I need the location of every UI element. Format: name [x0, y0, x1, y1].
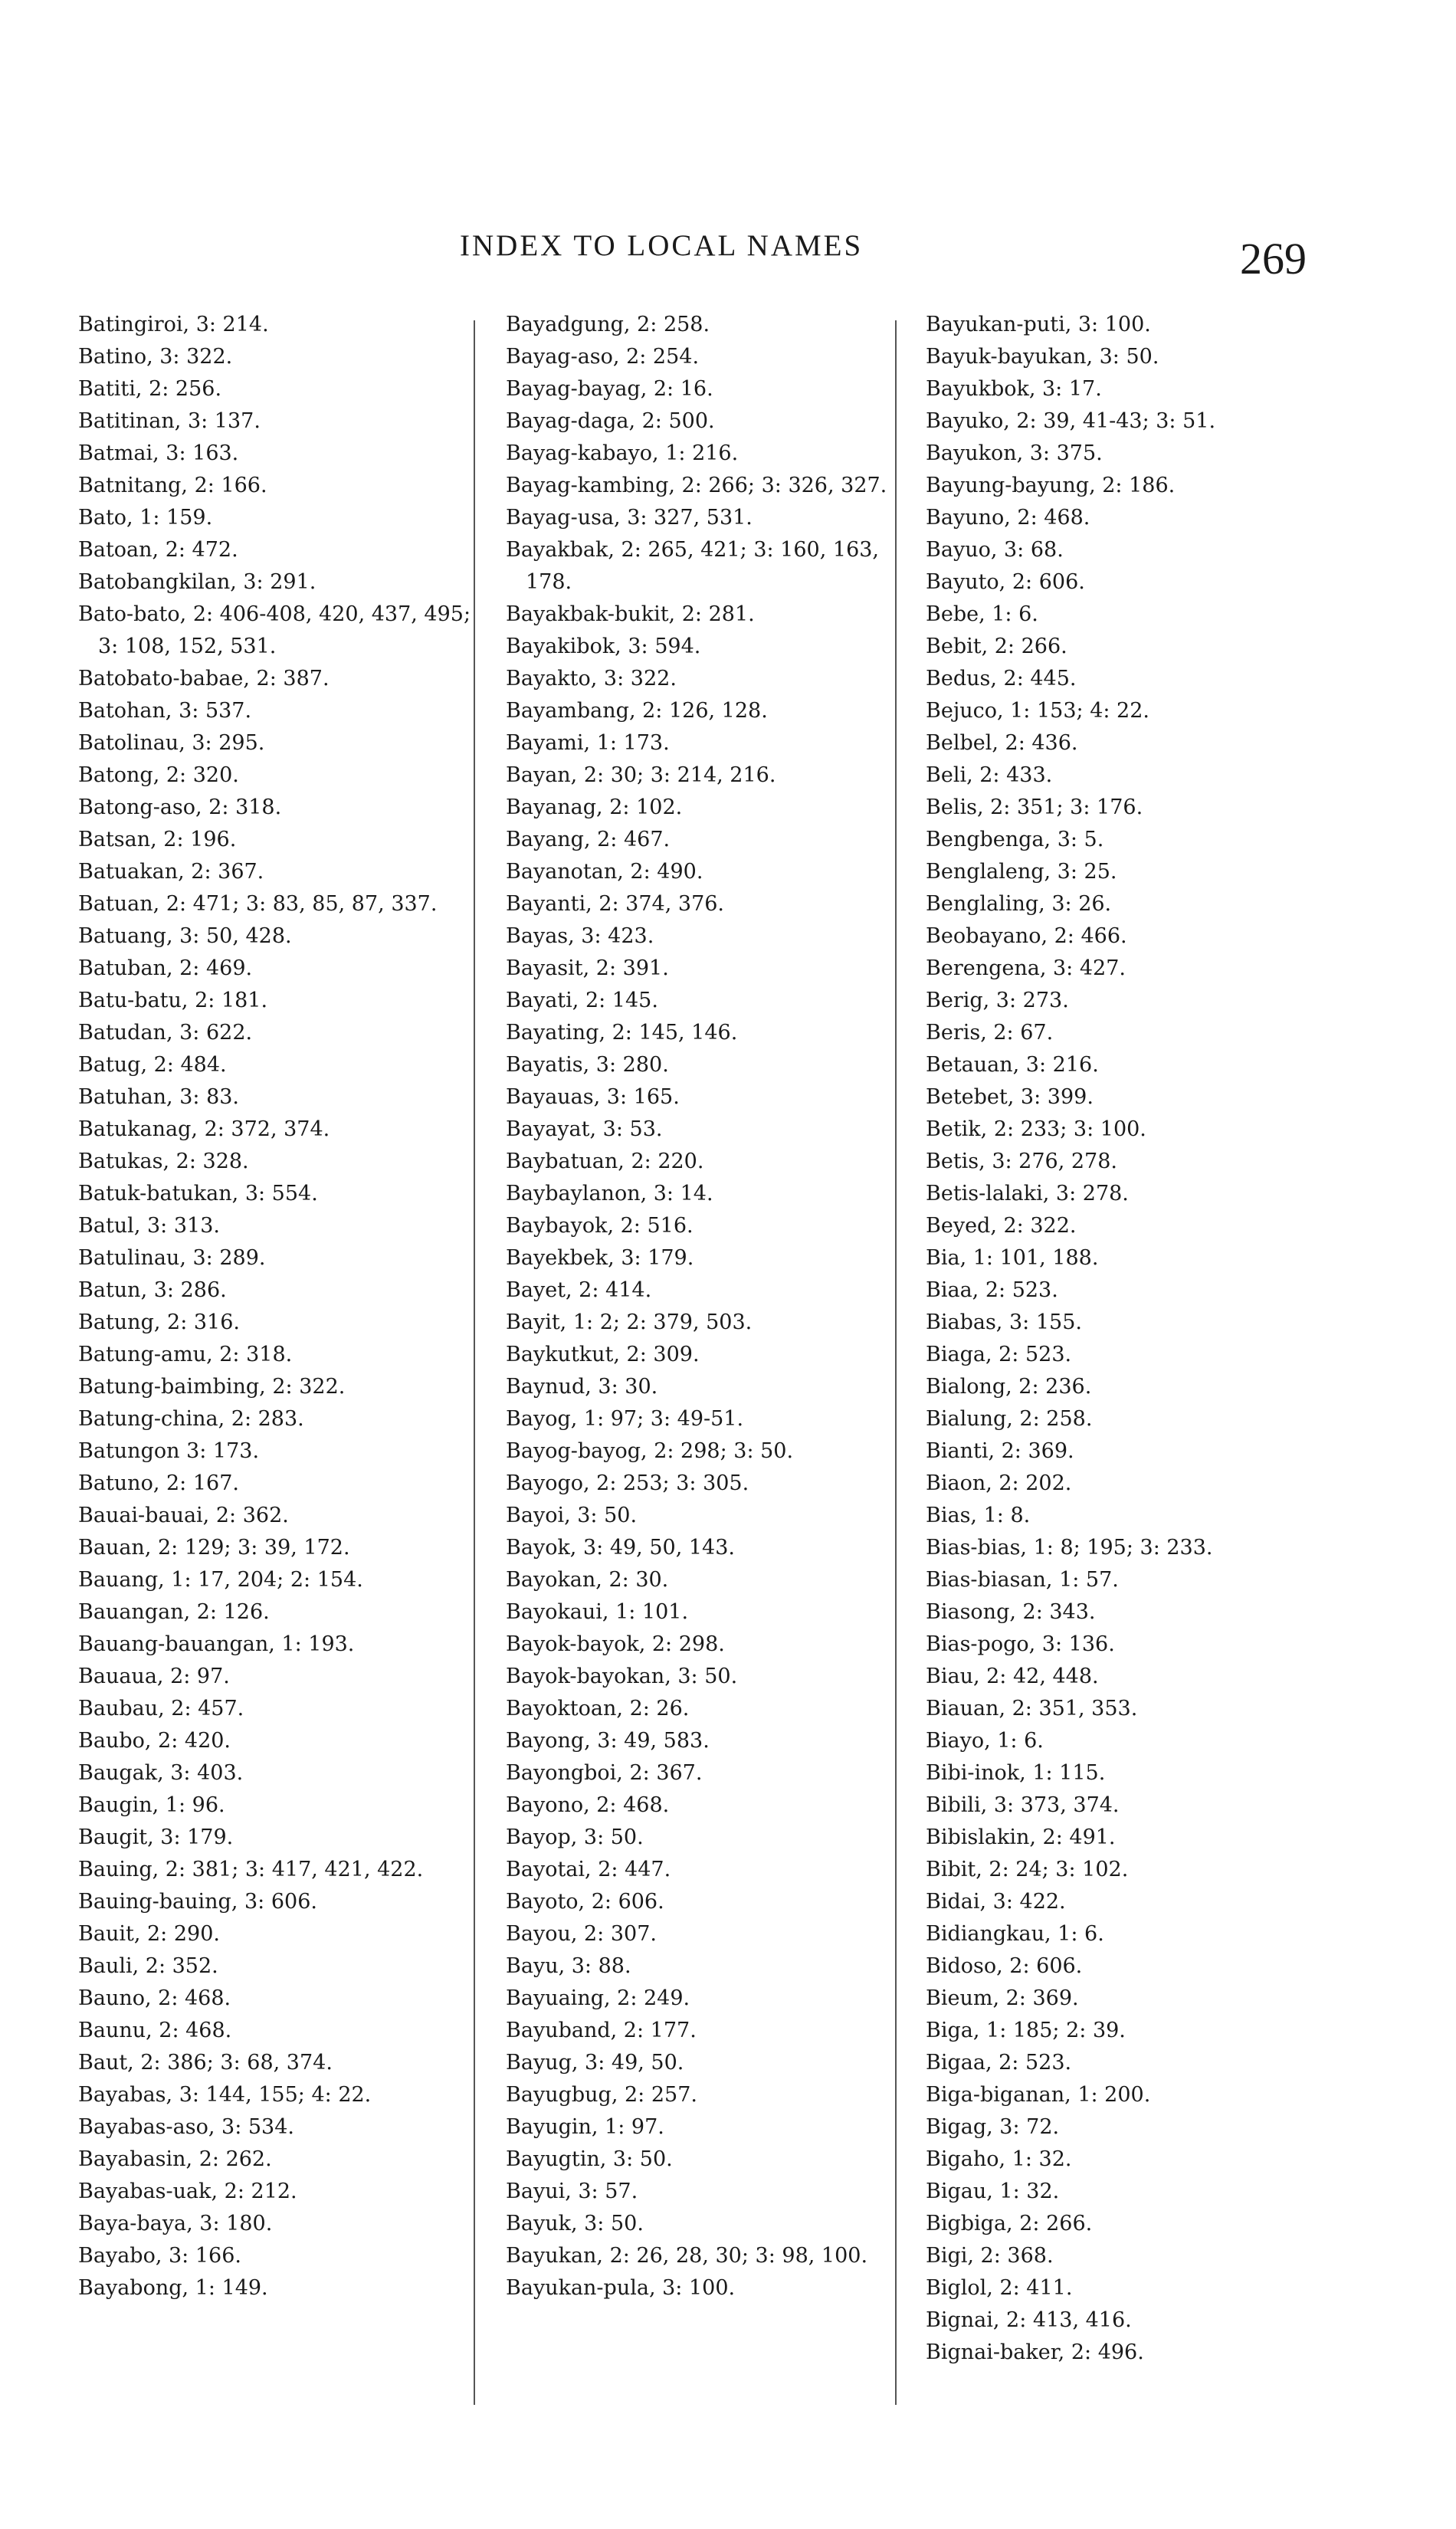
index-entry: Batuakan, 2: 367.	[78, 860, 264, 884]
index-entry: Batukanag, 2: 372, 374.	[78, 1117, 330, 1141]
index-entry: Batulinau, 3: 289.	[78, 1246, 266, 1270]
index-entry: Bedus, 2: 445.	[926, 667, 1077, 690]
index-entry: Baya-baya, 3: 180.	[78, 2212, 273, 2235]
index-entry: Bias, 1: 8.	[926, 1504, 1031, 1527]
index-entry: Bayu, 3: 88.	[506, 1954, 631, 1978]
index-entry: Bayakto, 3: 322.	[506, 667, 677, 690]
index-entry: Bias-bias, 1: 8; 195; 3: 233.	[926, 1536, 1213, 1560]
index-entry: Bauan, 2: 129; 3: 39, 172.	[78, 1536, 350, 1560]
index-entry: Bayoi, 3: 50.	[506, 1504, 638, 1527]
index-entry: Bayukan-pula, 3: 100.	[506, 2276, 736, 2300]
index-entry: Bayuk, 3: 50.	[506, 2212, 644, 2235]
index-entry: Bialong, 2: 236.	[926, 1375, 1092, 1399]
index-entry: Bigbiga, 2: 266.	[926, 2212, 1093, 2235]
index-entry: Bayuno, 2: 468.	[926, 506, 1090, 530]
index-entry: Bauang-bauangan, 1: 193.	[78, 1632, 355, 1656]
index-entry: Bibislakin, 2: 491.	[926, 1825, 1116, 1849]
index-entry: Bauaua, 2: 97.	[78, 1665, 230, 1688]
index-entry: Bayug, 3: 49, 50.	[506, 2051, 684, 2075]
index-entry: Bayuo, 3: 68.	[926, 538, 1064, 562]
index-entry: Batukas, 2: 328.	[78, 1150, 249, 1173]
index-entry: Bayok-bayokan, 3: 50.	[506, 1665, 738, 1688]
index-entry: Bayauas, 3: 165.	[506, 1085, 680, 1109]
index-entry: Batiti, 2: 256.	[78, 377, 222, 401]
index-entry: Bieum, 2: 369.	[926, 1986, 1079, 2010]
index-entry: Bianti, 2: 369.	[926, 1439, 1074, 1463]
index-entry: Bayating, 2: 145, 146.	[506, 1021, 738, 1045]
index-entry: Benglaling, 3: 26.	[926, 892, 1112, 916]
index-entry: Bayabas, 3: 144, 155; 4: 22.	[78, 2083, 372, 2107]
index-entry: Bayongboi, 2: 367.	[506, 1761, 703, 1785]
index-entry: Biabas, 3: 155.	[926, 1310, 1082, 1334]
index-entry: Baynud, 3: 30.	[506, 1375, 658, 1399]
index-entry: Bauangan, 2: 126.	[78, 1600, 270, 1624]
index-entry: Bayukbok, 3: 17.	[926, 377, 1102, 401]
index-entry: Bayabas-aso, 3: 534.	[78, 2115, 294, 2139]
index-entry: Bebit, 2: 266.	[926, 635, 1067, 658]
index-entry: Bayit, 1: 2; 2: 379, 503.	[506, 1310, 753, 1334]
index-entry: Bebe, 1: 6.	[926, 602, 1038, 626]
index-entry: Batitinan, 3: 137.	[78, 409, 261, 433]
index-entry: Bayambang, 2: 126, 128.	[506, 699, 768, 723]
index-entry: Bayanti, 2: 374, 376.	[506, 892, 725, 916]
index-entry: Bayou, 2: 307.	[506, 1922, 657, 1946]
index-entry: Batoan, 2: 472.	[78, 538, 238, 562]
index-entry: Bayukan-puti, 3: 100.	[926, 313, 1151, 336]
index-entry: Bigaho, 1: 32.	[926, 2147, 1072, 2171]
index-entry: Batungon 3: 173.	[78, 1439, 260, 1463]
index-entry: Bayakibok, 3: 594.	[506, 635, 701, 658]
index-entry: Berengena, 3: 427.	[926, 956, 1126, 980]
index-entry: Bignai, 2: 413, 416.	[926, 2308, 1132, 2332]
index-entry: Berig, 3: 273.	[926, 989, 1069, 1012]
index-entry: Bayugbug, 2: 257.	[506, 2083, 697, 2107]
index-entry: Biga, 1: 185; 2: 39.	[926, 2019, 1126, 2042]
index-entry: Batobato-babae, 2: 387.	[78, 667, 330, 690]
running-head: INDEX TO LOCAL NAMES	[460, 229, 864, 262]
index-entry: Bibili, 3: 373, 374.	[926, 1793, 1120, 1817]
index-entry: Beobayano, 2: 466.	[926, 924, 1127, 948]
index-entry: Baut, 2: 386; 3: 68, 374.	[78, 2051, 333, 2075]
index-entry: Batuno, 2: 167.	[78, 1471, 239, 1495]
index-entry: Bignai-baker, 2: 496.	[926, 2340, 1144, 2364]
index-entry: Bayoto, 2: 606.	[506, 1890, 664, 1914]
index-entry: Bayono, 2: 468.	[506, 1793, 670, 1817]
index-entry: Biglol, 2: 411.	[926, 2276, 1073, 2300]
index-entry: Bayok, 3: 49, 50, 143.	[506, 1536, 735, 1560]
index-entry: Bayayat, 3: 53.	[506, 1117, 663, 1141]
index-entry: Baubo, 2: 420.	[78, 1729, 231, 1753]
index-entry: Betis-lalaki, 3: 278.	[926, 1182, 1129, 1205]
index-entry: Batun, 3: 286.	[78, 1278, 227, 1302]
index-entry: Belis, 2: 351; 3: 176.	[926, 795, 1143, 819]
index-entry: Bayadgung, 2: 258.	[506, 313, 710, 336]
index-entry: Bayong, 3: 49, 583.	[506, 1729, 710, 1753]
index-entry: Bayabasin, 2: 262.	[78, 2147, 272, 2171]
index-entry: Bayuband, 2: 177.	[506, 2019, 697, 2042]
index-entry: Betauan, 3: 216.	[926, 1053, 1099, 1077]
index-entry: Bayok-bayok, 2: 298.	[506, 1632, 725, 1656]
index-entry: Bayet, 2: 414.	[506, 1278, 652, 1302]
index-entry: Bidai, 3: 422.	[926, 1890, 1066, 1914]
index-column-2	[506, 309, 920, 2304]
index-entry: Batobangkilan, 3: 291.	[78, 570, 316, 594]
index-entry: Bauno, 2: 468.	[78, 1986, 231, 2010]
index-entry: Bayag-kabayo, 1: 216.	[506, 441, 739, 465]
index-entry: Bayan, 2: 30; 3: 214, 216.	[506, 763, 776, 787]
index-entry: Batohan, 3: 537.	[78, 699, 252, 723]
index-entry: Batuhan, 3: 83.	[78, 1085, 240, 1109]
index-entry: Bauai-bauai, 2: 362.	[78, 1504, 289, 1527]
index-entry: Bayabong, 1: 149.	[78, 2276, 268, 2300]
index-column-3	[926, 309, 1340, 2369]
index-entry: Bauing, 2: 381; 3: 417, 421, 422.	[78, 1858, 424, 1881]
page-number: 269	[1240, 234, 1307, 284]
index-entry: Batuan, 2: 471; 3: 83, 85, 87, 337.	[78, 892, 438, 916]
index-entry: Bayokaui, 1: 101.	[506, 1600, 689, 1624]
index-entry: Bidiangkau, 1: 6.	[926, 1922, 1104, 1946]
index-entry: Batingiroi, 3: 214.	[78, 313, 269, 336]
index-entry: Bayasit, 2: 391.	[506, 956, 669, 980]
index-entry: Bayekbek, 3: 179.	[506, 1246, 694, 1270]
index-entry: Bayakbak-bukit, 2: 281.	[506, 602, 755, 626]
index-entry: Bayag-usa, 3: 327, 531.	[506, 506, 753, 530]
index-entry: Bayugin, 1: 97.	[506, 2115, 664, 2139]
index-entry: Batong, 2: 320.	[78, 763, 239, 787]
index-entry: Batolinau, 3: 295.	[78, 731, 265, 755]
index-entry: Biasong, 2: 343.	[926, 1600, 1096, 1624]
index-entry: Beris, 2: 67.	[926, 1021, 1054, 1045]
index-entry: Baybaylanon, 3: 14.	[506, 1182, 713, 1205]
index-entry: Bato-bato, 2: 406-408, 420, 437, 495; 3: 108, 152, 531.	[78, 602, 471, 658]
index-entry: Bayatis, 3: 280.	[506, 1053, 669, 1077]
index-entry: Bauli, 2: 352.	[78, 1954, 218, 1978]
index-entry: Baykutkut, 2: 309.	[506, 1343, 700, 1366]
index-entry: Bidoso, 2: 606.	[926, 1954, 1083, 1978]
index-entry: Batung, 2: 316.	[78, 1310, 240, 1334]
index-entry: Bayag-kambing, 2: 266; 3: 326, 327.	[506, 474, 887, 497]
index-entry: Bigag, 3: 72.	[926, 2115, 1060, 2139]
index-entry: Batul, 3: 313.	[78, 1214, 220, 1238]
index-entry: Biaga, 2: 523.	[926, 1343, 1072, 1366]
index-entry: Bias-biasan, 1: 57.	[926, 1568, 1119, 1592]
index-entry: Bayung-bayung, 2: 186.	[926, 474, 1176, 497]
index-entry: Biayo, 1: 6.	[926, 1729, 1044, 1753]
index-entry: Bayugtin, 3: 50.	[506, 2147, 673, 2171]
index-entry: Batuban, 2: 469.	[78, 956, 253, 980]
index-entry: Bauing-bauing, 3: 606.	[78, 1890, 317, 1914]
index-entry: Batug, 2: 484.	[78, 1053, 227, 1077]
index-entry: Bejuco, 1: 153; 4: 22.	[926, 699, 1149, 723]
index-entry: Batnitang, 2: 166.	[78, 474, 267, 497]
index-entry: Biau, 2: 42, 448.	[926, 1665, 1099, 1688]
index-entry: Bato, 1: 159.	[78, 506, 213, 530]
index-entry: Bayanag, 2: 102.	[506, 795, 683, 819]
index-entry: Batu-batu, 2: 181.	[78, 989, 268, 1012]
index-entry: Baybatuan, 2: 220.	[506, 1150, 704, 1173]
index-entry: Bayukan, 2: 26, 28, 30; 3: 98, 100.	[506, 2244, 868, 2268]
index-entry: Batino, 3: 322.	[78, 345, 233, 369]
index-entry: Batudan, 3: 622.	[78, 1021, 253, 1045]
index-entry: Bauit, 2: 290.	[78, 1922, 220, 1946]
index-entry: Betis, 3: 276, 278.	[926, 1150, 1118, 1173]
index-entry: Baunu, 2: 468.	[78, 2019, 232, 2042]
index-entry: Baubau, 2: 457.	[78, 1697, 244, 1720]
index-entry: Biauan, 2: 351, 353.	[926, 1697, 1138, 1720]
index-entry: Baugak, 3: 403.	[78, 1761, 244, 1785]
index-entry: Bibi-inok, 1: 115.	[926, 1761, 1106, 1785]
index-entry: Biaon, 2: 202.	[926, 1471, 1072, 1495]
index-entry: Bia, 1: 101, 188.	[926, 1246, 1099, 1270]
index-entry: Baugin, 1: 96.	[78, 1793, 225, 1817]
index-entry: Betebet, 3: 399.	[926, 1085, 1094, 1109]
index-entry: Bayag-bayag, 2: 16.	[506, 377, 713, 401]
index-entry: Bigi, 2: 368.	[926, 2244, 1054, 2268]
index-entry: Bayag-aso, 2: 254.	[506, 345, 700, 369]
index-entry: Bayuk-bayukan, 3: 50.	[926, 345, 1159, 369]
index-entry: Bayami, 1: 173.	[506, 731, 670, 755]
index-entry: Batung-china, 2: 283.	[78, 1407, 304, 1431]
index-entry: Baybayok, 2: 516.	[506, 1214, 694, 1238]
index-entry: Betik, 2: 233; 3: 100.	[926, 1117, 1146, 1141]
index-entry: Bibit, 2: 24; 3: 102.	[926, 1858, 1129, 1881]
index-entry: Bayabo, 3: 166.	[78, 2244, 241, 2268]
index-entry: Bayoktoan, 2: 26.	[506, 1697, 690, 1720]
index-entry: Bayakbak, 2: 265, 421; 3: 160, 163, 178.	[506, 538, 880, 594]
index-entry: Bias-pogo, 3: 136.	[926, 1632, 1115, 1656]
index-entry: Bayop, 3: 50.	[506, 1825, 644, 1849]
index-entry: Bayogo, 2: 253; 3: 305.	[506, 1471, 749, 1495]
index-entry: Bigaa, 2: 523.	[926, 2051, 1072, 2075]
index-entry: Bayokan, 2: 30.	[506, 1568, 669, 1592]
index-entry: Bayas, 3: 423.	[506, 924, 654, 948]
index-entry: Benglaleng, 3: 25.	[926, 860, 1117, 884]
index-entry: Bayag-daga, 2: 500.	[506, 409, 715, 433]
index-entry: Bayuto, 2: 606.	[926, 570, 1085, 594]
index-entry: Beli, 2: 433.	[926, 763, 1053, 787]
index-entry: Batuang, 3: 50, 428.	[78, 924, 292, 948]
index-entry: Bayuko, 2: 39, 41-43; 3: 51.	[926, 409, 1216, 433]
index-entry: Biga-biganan, 1: 200.	[926, 2083, 1151, 2107]
index-entry: Bayotai, 2: 447.	[506, 1858, 671, 1881]
index-entry: Bayabas-uak, 2: 212.	[78, 2180, 297, 2203]
index-entry: Bayanotan, 2: 490.	[506, 860, 703, 884]
index-entry: Bayog-bayog, 2: 298; 3: 50.	[506, 1439, 794, 1463]
index-entry: Bayuaing, 2: 249.	[506, 1986, 690, 2010]
index-entry: Bayati, 2: 145.	[506, 989, 658, 1012]
index-entry: Bialung, 2: 258.	[926, 1407, 1093, 1431]
index-entry: Batong-aso, 2: 318.	[78, 795, 282, 819]
index-entry: Bigau, 1: 32.	[926, 2180, 1060, 2203]
index-entry: Batuk-batukan, 3: 554.	[78, 1182, 318, 1205]
index-entry: Biaa, 2: 523.	[926, 1278, 1058, 1302]
index-entry: Batung-amu, 2: 318.	[78, 1343, 293, 1366]
index-entry: Bayog, 1: 97; 3: 49-51.	[506, 1407, 744, 1431]
index-entry: Batmai, 3: 163.	[78, 441, 239, 465]
index-entry: Belbel, 2: 436.	[926, 731, 1078, 755]
index-entry: Batsan, 2: 196.	[78, 828, 237, 851]
index-entry: Baugit, 3: 179.	[78, 1825, 234, 1849]
index-entry: Bayukon, 3: 375.	[926, 441, 1103, 465]
index-entry: Bauang, 1: 17, 204; 2: 154.	[78, 1568, 363, 1592]
index-column-1	[78, 309, 492, 2304]
index-entry: Bayang, 2: 467.	[506, 828, 671, 851]
index-entry: Bayui, 3: 57.	[506, 2180, 638, 2203]
index-entry: Batung-baimbing, 2: 322.	[78, 1375, 346, 1399]
index-entry: Bengbenga, 3: 5.	[926, 828, 1104, 851]
index-entry: Beyed, 2: 322.	[926, 1214, 1077, 1238]
